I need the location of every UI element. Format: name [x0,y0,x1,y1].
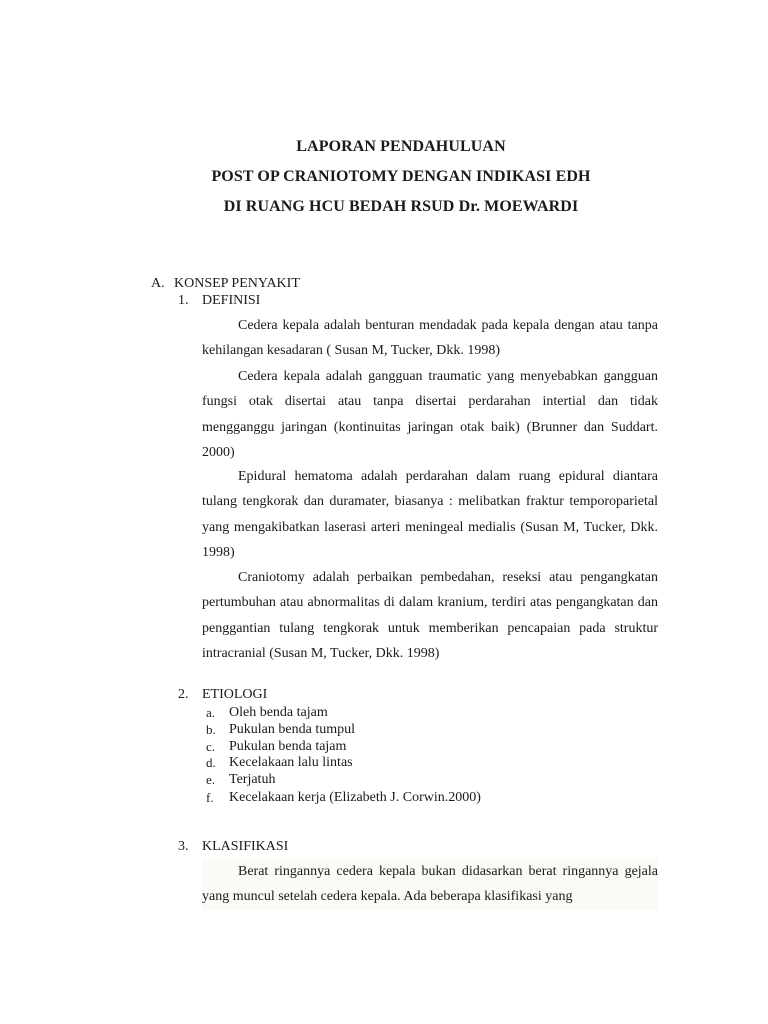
definisi-paragraph: Cedera kepala adalah benturan mendadak pada kepala dengan atau tanpa kehilangan kesadaran ( Susan M, Tucker, Dkk. 1998) [202,318,658,359]
list-item: Pukulan benda tajam [229,739,347,754]
list-item: Pukulan benda tumpul [229,722,355,737]
list-item-marker: b. [206,722,216,737]
list-item: Terjatuh [229,772,276,787]
document-title-line-2: POST OP CRANIOTOMY DENGAN INDIKASI EDH [211,168,591,185]
list-item-marker: c. [206,739,216,754]
etiologi-marker: 2. [178,687,189,702]
list-item: Kecelakaan lalu lintas [229,755,353,770]
klasifikasi-heading: KLASIFIKASI [202,839,289,854]
document-title-line-1: LAPORAN PENDAHULUAN [296,138,506,155]
list-item-marker: f. [206,790,214,805]
section-a-marker: A. [151,276,165,291]
definisi-heading: DEFINISI [202,293,261,308]
definisi-paragraph: Epidural hematoma adalah perdarahan dalam ruang epidural diantara tulang tengkorak dan duramater, biasanya : melibatkan fraktur temporoparietal yang mengakibatkan laserasi arteri meningeal medialis (Susan M, Tucker, Dkk. 1998) [202,469,658,560]
list-item-marker: e. [206,772,216,787]
etiologi-heading: ETIOLOGI [202,687,268,702]
klasifikasi-paragraph: Berat ringannya cedera kepala bukan didasarkan berat ringannya gejala yang muncul setelah cedera kepala. Ada beberapa klasifikasi yang [202,859,658,910]
definisi-paragraph: Craniotomy adalah perbaikan pembedahan, reseksi atau pengangkatan pertumbuhan atau abnormalitas di dalam kranium, terdiri atas pengangkatan dan penggantian tulang tengkorak untuk memberikan pencapaian pada struktur intracranial (Susan M, Tucker, Dkk. 1998) [202,570,658,661]
list-item: Kecelakaan kerja (Elizabeth J. Corwin.2000) [229,790,481,805]
list-item-marker: d. [206,755,216,770]
definisi-marker: 1. [178,293,189,308]
klasifikasi-marker: 3. [178,839,189,854]
document-title-line-3: DI RUANG HCU BEDAH RSUD Dr. MOEWARDI [223,198,579,215]
definisi-paragraph: Cedera kepala adalah gangguan traumatic yang menyebabkan gangguan fungsi otak disertai atau tanpa disertai perdarahan intertial dan tidak mengganggu jaringan (kontinuitas jaringan otak baik) (Brunner dan Suddart. 2000) [202,369,658,460]
list-item: Oleh benda tajam [229,705,328,720]
section-a-heading: KONSEP PENYAKIT [174,276,300,291]
list-item-marker: a. [206,705,216,720]
